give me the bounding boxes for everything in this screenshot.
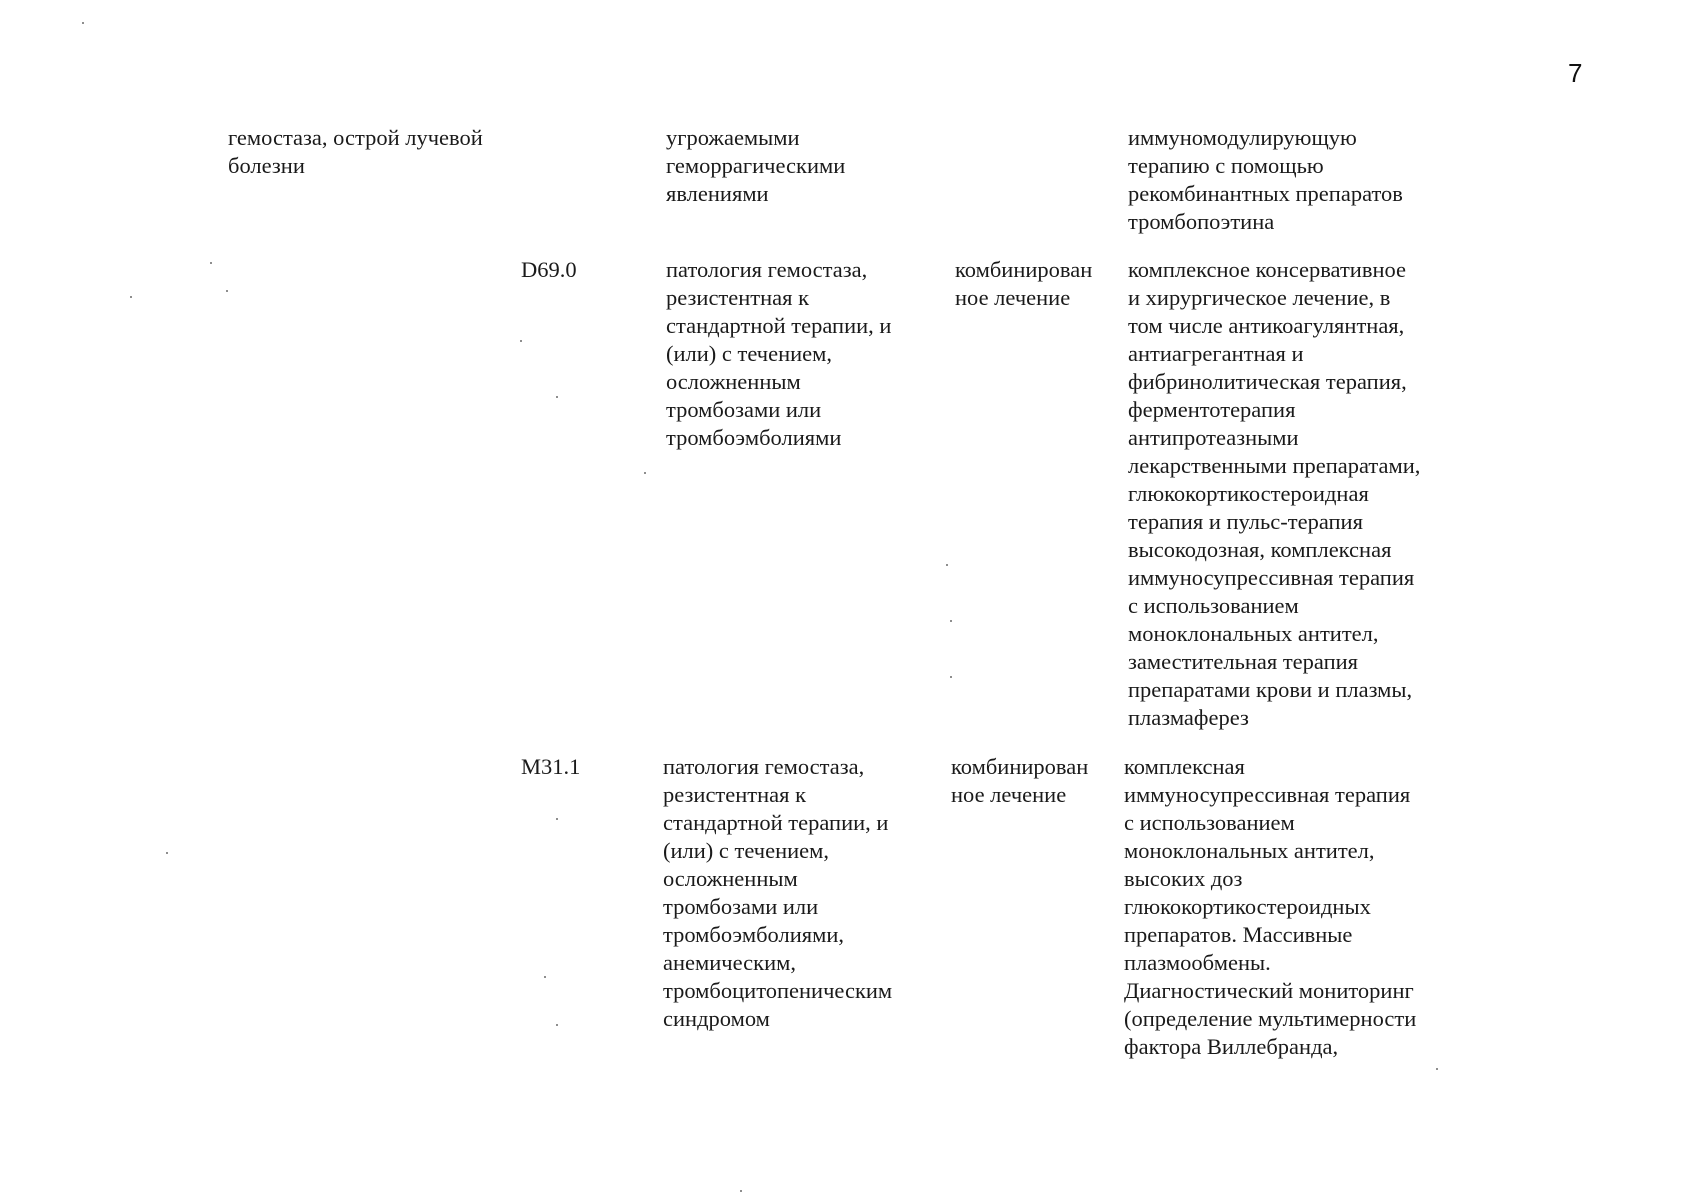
disease-cell	[228, 124, 483, 180]
scan-speck	[130, 296, 132, 298]
patient-model-cell	[666, 256, 891, 452]
scan-speck	[82, 22, 84, 24]
text-line: угрожаемыми	[666, 125, 800, 150]
text-line: резистентная к	[663, 782, 807, 807]
text-line: и хирургическое лечение, в	[1128, 285, 1391, 310]
text-line: моноклональных антител,	[1128, 621, 1379, 646]
icd-code: D69.0	[521, 257, 577, 282]
text-line: геморрагическими	[666, 153, 846, 178]
text-line: рекомбинантных препаратов	[1128, 181, 1403, 206]
scan-speck	[556, 396, 558, 398]
scan-speck	[210, 262, 212, 264]
text-line: стандартной терапии, и	[663, 810, 889, 835]
text-line: фактора Виллебранда,	[1124, 1034, 1339, 1059]
text-line: явлениями	[666, 181, 769, 206]
scan-speck	[544, 976, 546, 978]
patient-model-cell	[663, 753, 892, 1033]
text-line: с использованием	[1128, 593, 1299, 618]
text-line: том числе антикоагулянтная,	[1128, 313, 1405, 338]
text-line: антипротеазными	[1128, 425, 1299, 450]
text-line: комбинирован	[955, 257, 1093, 282]
icd-code: M31.1	[521, 754, 581, 779]
text-line: тромбопоэтина	[1128, 209, 1275, 234]
treatment-type-cell	[951, 753, 1088, 809]
scan-speck	[950, 620, 952, 622]
treatment-method-cell	[1128, 256, 1420, 732]
scan-speck	[950, 676, 952, 678]
patient-model-cell	[666, 124, 845, 208]
text-line: ферментотерапия	[1128, 397, 1296, 422]
text-line: антиагрегантная и	[1128, 341, 1304, 366]
text-line: высокодозная, комплексная	[1128, 537, 1392, 562]
scan-speck	[226, 290, 228, 292]
text-line: резистентная к	[666, 285, 810, 310]
text-line: иммуносупрессивная терапия	[1128, 565, 1415, 590]
text-line: тромбозами или	[666, 397, 822, 422]
text-line: иммуномодулирующую	[1128, 125, 1357, 150]
text-line: патология гемостаза,	[666, 257, 868, 282]
text-line: (определение мультимерности	[1124, 1006, 1417, 1031]
scan-speck	[644, 472, 646, 474]
text-line: моноклональных антител,	[1124, 838, 1375, 863]
treatment-type-cell	[955, 256, 1092, 312]
text-line: лекарственными препаратами,	[1128, 453, 1421, 478]
text-line: плазмаферез	[1128, 705, 1249, 730]
text-line: ное лечение	[951, 782, 1067, 807]
text-line: тромбоэмболиями,	[663, 922, 845, 947]
text-line: плазмообмены.	[1124, 950, 1271, 975]
text-line: глюкокортикостероидных	[1124, 894, 1371, 919]
text-line: болезни	[228, 153, 305, 178]
text-line: препаратов. Массивные	[1124, 922, 1353, 947]
scan-speck	[556, 818, 558, 820]
scan-speck	[520, 340, 522, 342]
text-line: Диагностический мониторинг	[1124, 978, 1414, 1003]
text-line: стандартной терапии, и	[666, 313, 892, 338]
icd-code-cell	[521, 256, 577, 284]
text-line: ное лечение	[955, 285, 1071, 310]
text-line: осложненным	[663, 866, 798, 891]
text-line: тромбоцитопеническим	[663, 978, 893, 1003]
text-line: комбинирован	[951, 754, 1089, 779]
text-line: анемическим,	[663, 950, 796, 975]
scan-speck	[1436, 1068, 1438, 1070]
text-line: препаратами крови и плазмы,	[1128, 677, 1413, 702]
text-line: тромбоэмболиями	[666, 425, 842, 450]
icd-code-cell	[521, 753, 580, 781]
text-line: с использованием	[1124, 810, 1295, 835]
text-line: синдромом	[663, 1006, 770, 1031]
text-line: терапию с помощью	[1128, 153, 1324, 178]
text-line: (или) с течением,	[666, 341, 833, 366]
page-number: 7	[1568, 58, 1583, 88]
text-line: глюкокортикостероидная	[1128, 481, 1369, 506]
text-line: гемостаза, острой лучевой	[228, 125, 483, 150]
scan-speck	[166, 852, 168, 854]
text-line: терапия и пульс-терапия	[1128, 509, 1363, 534]
text-line: иммуносупрессивная терапия	[1124, 782, 1411, 807]
text-line: осложненным	[666, 369, 801, 394]
text-line: высоких доз	[1124, 866, 1243, 891]
text-line: комплексное консервативное	[1128, 257, 1406, 282]
scan-speck	[740, 1190, 742, 1192]
text-line: фибринолитическая терапия,	[1128, 369, 1407, 394]
text-line: (или) с течением,	[663, 838, 830, 863]
text-line: патология гемостаза,	[663, 754, 865, 779]
treatment-method-cell	[1128, 124, 1403, 236]
text-line: заместительная терапия	[1128, 649, 1359, 674]
text-line: тромбозами или	[663, 894, 819, 919]
treatment-method-cell	[1124, 753, 1416, 1061]
scan-speck	[556, 1024, 558, 1026]
scan-speck	[946, 564, 948, 566]
text-line: комплексная	[1124, 754, 1245, 779]
